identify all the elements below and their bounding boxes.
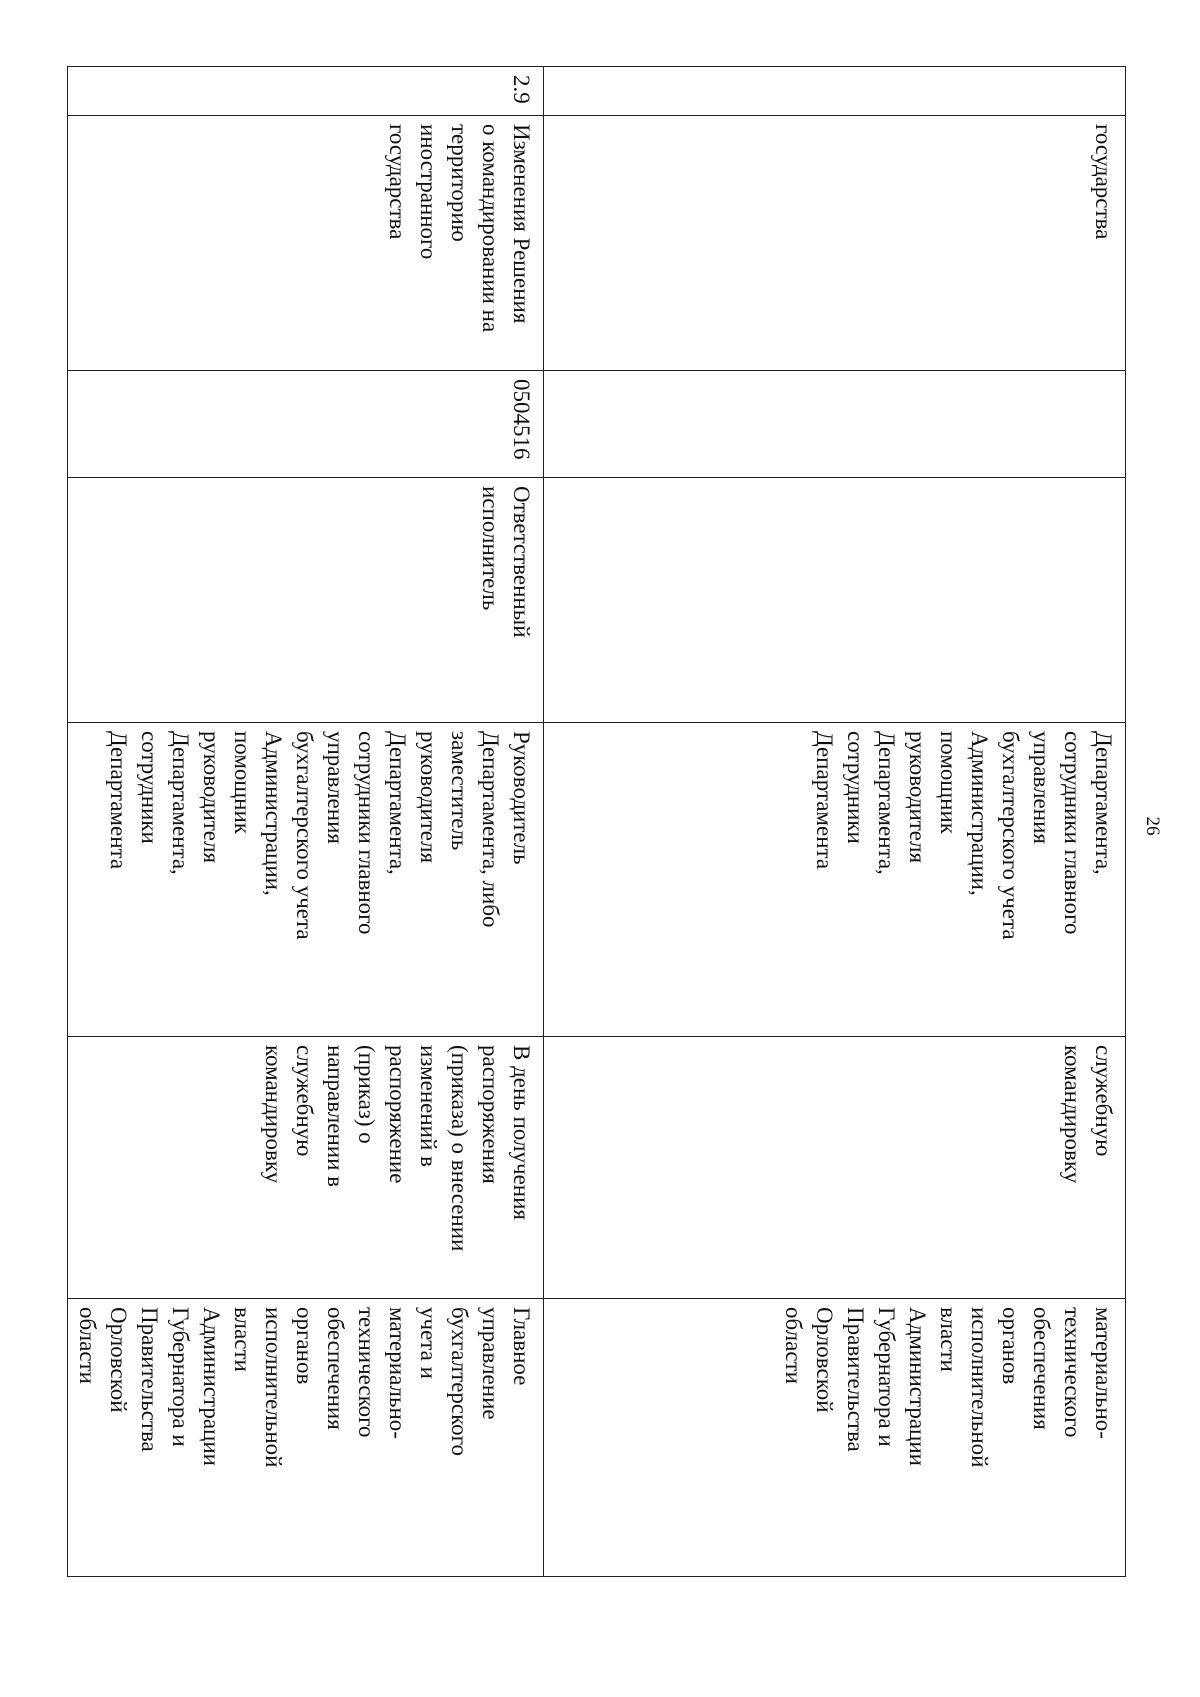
cell-document-name: Изменения Решения о командировании на территорию иностранного государства <box>68 116 544 371</box>
cell-form-code <box>544 371 1126 478</box>
cell-recipient: материально- технического обеспечения органов исполнительной власти Администрации Губернатора и Правительства Орловской области <box>544 1299 1126 1577</box>
rotated-page <box>75 66 1126 1576</box>
cell-performer: Ответственный исполнитель <box>68 478 544 723</box>
cell-participants: Руководитель Департамента, либо заместитель руководителя Департамента, сотрудники главного управления бухгалтерского учета Администрации, помощник руководителя Департамента, сотрудники Департамента <box>68 723 544 1037</box>
cell-recipient: Главное управление бухгалтерского учета и материально- технического обеспечения органов исполнительной власти Администрации Губернатора и Правительства Орловской области <box>68 1299 544 1577</box>
cell-number: 2.9 <box>68 67 544 116</box>
table-row <box>68 67 544 1577</box>
cell-document-name: государства <box>544 116 1126 371</box>
cell-participants: Департамента, сотрудники главного управления бухгалтерского учета Администрации, помощник руководителя Департамента, сотрудники Департамента <box>544 723 1126 1037</box>
table-row <box>544 67 1126 1577</box>
cell-deadline: служебную командировку <box>544 1037 1126 1299</box>
page-number: 26 <box>1142 816 1163 836</box>
cell-deadline: В день получения распоряжения (приказа) о внесении изменений в распоряжение (приказ) о направлении в служебную командировку <box>68 1037 544 1299</box>
cell-number <box>544 67 1126 116</box>
document-table <box>67 66 1126 1577</box>
cell-performer <box>544 478 1126 723</box>
cell-form-code: 0504516 <box>68 371 544 478</box>
